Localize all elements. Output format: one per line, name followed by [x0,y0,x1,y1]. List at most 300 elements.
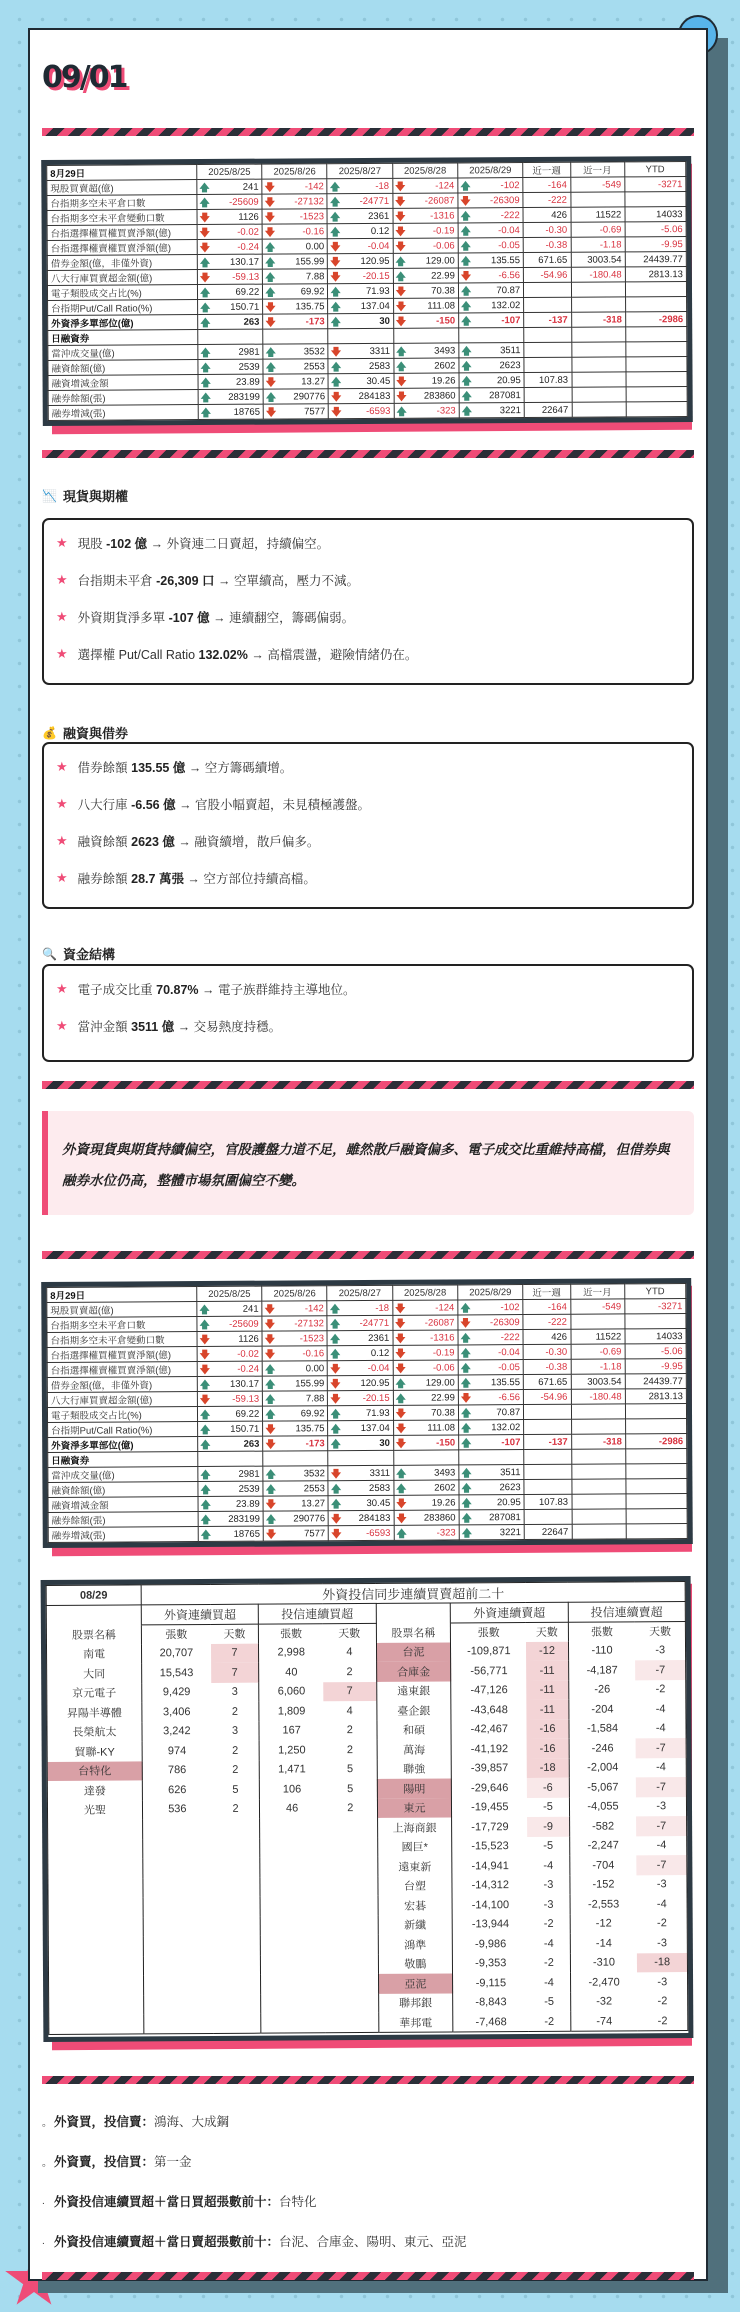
summary-cell [571,327,625,342]
arrow-down-icon: 🡇 [460,1318,471,1330]
value-cell: 🡅 -323 [394,403,459,418]
value-cell: 🡅 132.02 [458,298,523,313]
days-cell: 2 [324,1740,377,1760]
value-cell: 🡅 287081 [459,388,524,403]
summary-cell [571,1464,625,1479]
table-corner: 8月29日 [47,1287,197,1303]
value-cell: 🡅 22.99 [393,268,458,283]
value-cell: 🡅 71.93 [328,283,393,298]
value-cell: 🡅 -25609 [197,1316,262,1331]
arrow-up-icon: 🡅 [265,392,277,404]
star-icon: ★ [56,796,68,811]
row-label: 台指期Put/Call Ratio(%) [48,1422,198,1438]
summary-cell [625,327,686,342]
arrow-down-icon: 🡇 [331,1529,342,1541]
arrow-down-icon: 🡇 [265,302,276,314]
summary-cell: 3003.54 [571,1374,625,1389]
summary-cell: 14033 [625,1329,686,1344]
value-cell: 🡅 2361 [327,208,392,223]
group-header: 外資連續買超 [141,1604,258,1624]
summary-cell [625,1449,686,1464]
arrow-down-icon: 🡇 [395,181,406,193]
summary-cell: -180.48 [571,267,625,282]
sync-ranking-table-wrap [42,1578,692,2040]
row-label: 融券餘額(張) [48,1512,198,1528]
summary-cell: 107.83 [524,372,571,387]
value-cell: 🡇 -26087 [393,193,458,208]
summary-cell: -549 [570,1299,624,1314]
row-label: 現股買賣超(億) [47,1302,197,1318]
arrow-up-icon: 🡅 [199,1319,210,1332]
value-cell [459,328,524,343]
summary-cell: 14033 [625,207,686,222]
arrow-up-icon: 🡅 [395,271,406,283]
summary-cell: 11522 [570,1329,624,1344]
arrow-up-icon: 🡅 [329,1334,341,1346]
value-cell: 🡇 120.95 [328,1375,393,1390]
qty-cell: -246 [591,1742,614,1755]
col-header: 股票名稱 [376,1622,451,1642]
value-cell: 🡇 -6593 [329,1525,394,1540]
qty-cell: -2,470 [588,1976,620,1989]
value-cell: 🡅 -0.04 [458,223,523,238]
value-cell: 🡅 20.95 [459,1495,524,1510]
stripe-divider [42,128,694,136]
qty-cell: -56,771 [470,1664,508,1678]
stock-name: 貿聯-KY [47,1741,142,1761]
days-cell: -2 [636,1680,686,1700]
arrow-up-icon: 🡅 [395,1393,406,1405]
arrow-up-icon: 🡅 [461,406,472,418]
stock-name: 聯邦銀 [378,1993,453,2013]
value-cell: 🡇 -6.56 [458,1390,523,1405]
value-cell: 🡇 -1316 [393,208,458,223]
summary-cell: -137 [524,1434,571,1449]
star-icon: ★ [56,1018,68,1033]
group-header: 投信連續買超 [259,1603,376,1623]
summary-cell [572,1494,626,1509]
arrow-up-icon: 🡅 [265,1469,276,1481]
summary-cell: -222 [523,192,570,207]
summary-cell [524,282,571,297]
summary-cell: 2813.13 [625,267,686,282]
qty-cell: 2,998 [277,1646,306,1659]
qty-cell: 626 [168,1783,187,1796]
qty-cell: -14,941 [471,1859,509,1873]
days-cell: -6 [527,1778,569,1798]
value-cell [198,1451,263,1466]
value-cell: 🡅 23.89 [198,374,263,389]
summary-cell [625,192,686,207]
qty-cell: -41,192 [470,1742,509,1756]
value-cell: 🡅 2623 [459,358,524,373]
arrow-up-icon: 🡅 [265,1484,277,1496]
qty-cell: -15,523 [471,1840,509,1853]
value-cell: 🡅 0.00 [262,239,327,254]
arrow-up-icon: 🡅 [330,227,341,239]
spot-options-box [42,518,694,685]
summary-cell: -549 [570,177,624,192]
value-cell: 🡅 137.04 [328,1420,393,1435]
arrow-up-icon: 🡅 [265,347,276,359]
value-cell: 🡅 287081 [459,1510,524,1525]
value-cell: 🡇 -1523 [262,209,327,224]
arrow-up-icon: 🡅 [200,362,211,375]
row-label: 八大行庫買賣超金額(億) [47,270,197,286]
row-label: 現股買賣超(億) [47,180,197,196]
summary-cell [524,327,571,342]
summary-cell: -2986 [625,1434,686,1449]
summary-cell [626,402,687,417]
stock-name: 南電 [46,1644,141,1664]
value-cell: 🡅 -0.05 [458,1360,523,1375]
row-label: 融券增減(張) [48,1527,198,1543]
qty-cell: 167 [282,1724,301,1737]
summary-cell [626,342,687,357]
summary-cell: 22647 [524,402,571,417]
arrow-up-icon: 🡅 [265,1514,277,1526]
arrow-up-icon: 🡅 [461,1528,472,1540]
arrow-down-icon: 🡇 [395,1408,407,1420]
arrow-up-icon: 🡅 [396,346,407,358]
stock-name: 國巨* [377,1837,452,1857]
arrow-down-icon: 🡇 [395,301,407,313]
value-cell: 🡅 20.95 [459,373,524,388]
arrow-up-icon: 🡅 [330,1484,342,1496]
value-cell [393,1450,458,1465]
summary-cell: -180.48 [571,1389,625,1404]
arrow-up-icon: 🡅 [200,392,211,405]
value-cell: 🡇 7577 [263,1526,328,1541]
row-label: 日融資券 [48,330,198,346]
value-cell [328,1450,393,1465]
days-cell: 7 [211,1643,259,1663]
value-cell: 🡅 69.22 [197,284,262,299]
qty-cell: -582 [592,1820,615,1833]
days-cell: 4 [323,1701,376,1721]
arrow-up-icon: 🡅 [460,241,471,253]
summary-cell [524,1464,571,1479]
arrow-up-icon: 🡅 [199,1409,211,1422]
arrow-up-icon: 🡅 [199,197,210,210]
days-cell: -7 [636,1660,686,1680]
summary-cell: -5.06 [625,1344,686,1359]
arrow-down-icon: 🡇 [395,1438,407,1450]
stock-name: 陽明 [377,1778,452,1798]
days-cell: -4 [636,1758,686,1778]
arrow-down-icon: 🡇 [330,257,341,269]
arrow-down-icon: 🡇 [265,377,277,389]
arrow-down-icon: 🡇 [264,227,276,239]
arrow-down-icon: 🡇 [199,272,211,285]
days-cell: -16 [527,1719,569,1739]
summary-cell [570,1314,624,1329]
arrow-up-icon: 🡅 [395,1378,406,1390]
arrow-up-icon: 🡅 [330,1409,341,1421]
summary-cell [572,402,626,417]
arrow-down-icon: 🡇 [395,1423,407,1435]
summary-cell: -54.96 [524,1389,571,1404]
arrow-up-icon: 🡅 [200,302,211,315]
value-cell: 🡅 23.89 [198,1496,263,1511]
arrow-up-icon: 🡅 [265,287,276,299]
stripe-divider [42,2076,694,2084]
column-header: 2025/8/25 [197,164,262,179]
section-heading-margin-lending: 💰 融資與借券 [42,725,128,742]
value-cell: 🡅 0.00 [262,1361,327,1376]
row-label: 融資增減金額 [48,1497,198,1513]
qty-cell: -152 [592,1878,615,1891]
qty-cell: -14 [595,1937,612,1950]
analysis-item: ★ 外資期貨淨多單 -107 億 → 連續翻空，籌碼偏弱。 [56,609,355,625]
value-cell: 🡇 -0.19 [393,223,458,238]
col-header: 天數 [635,1621,685,1641]
arrow-up-icon: 🡅 [200,1484,211,1497]
table-row [48,402,687,421]
value-cell: 🡅 137.04 [328,298,393,313]
qty-cell: -9,986 [474,1937,507,1951]
value-cell: 🡅 -102 [458,1300,523,1315]
arrow-down-icon: 🡇 [460,196,471,208]
summary-cell [571,282,625,297]
summary-cell [570,192,624,207]
arrow-up-icon: 🡅 [265,362,277,374]
summary-cell [524,357,571,372]
days-cell: -7 [636,1777,686,1797]
arrow-up-icon: 🡅 [330,1424,341,1436]
summary-item: . 外資投信連續買超＋當日買超張數前十： 台特化 [42,2195,317,2209]
fund-structure-box [42,964,694,1062]
days-cell: -4 [637,1894,687,1914]
summary-cell [626,1509,687,1524]
row-label: 電子類股成交占比(%) [47,285,197,301]
days-cell: -4 [528,1934,570,1954]
arrow-up-icon: 🡅 [265,1379,276,1391]
stock-name: 鴻準 [378,1934,453,1954]
days-cell: -18 [637,1953,687,1973]
arrow-down-icon: 🡇 [264,1319,276,1331]
arrow-up-icon: 🡅 [330,362,342,374]
conclusion-quote: 外資現貨與期貨持續偏空，官股護盤力道不足，雖然散戶融資偏多、電子成交比重維持高檔，但借券與融券水位仍高，整體市場氛圍偏空不變。 [42,1111,694,1215]
arrow-down-icon: 🡇 [395,1363,406,1375]
value-cell: 🡇 1126 [197,1331,262,1346]
row-label: 八大行庫買賣超金額(億) [47,1392,197,1408]
summary-cell [572,387,626,402]
days-cell: -9 [527,1817,569,1837]
value-cell: 🡅 30.45 [328,373,393,388]
value-cell: 🡅 -222 [458,1330,523,1345]
days-cell: -7 [636,1816,686,1836]
value-cell: 🡅 7.88 [263,269,328,284]
summary-cell: -0.38 [523,237,570,252]
summary-cell: -3271 [625,177,686,192]
column-header: 2025/8/25 [197,1286,262,1301]
days-cell: -4 [528,1856,570,1876]
days-cell: -2 [528,1953,570,1973]
value-cell: 🡅 -0.04 [458,1345,523,1360]
qty-cell: -9,353 [475,1957,507,1970]
value-cell: 🡅 2539 [198,359,263,374]
row-label: 台指期多空未平倉口數 [47,195,197,211]
stock-name: 大同 [47,1663,142,1683]
days-cell: 2 [211,1741,259,1761]
arrow-up-icon: 🡅 [460,181,471,193]
days-cell: -4 [637,1836,687,1856]
summary-cell [626,1524,687,1539]
row-label: 台指期多空未平倉口數 [47,1317,197,1333]
value-cell: 🡇 -0.04 [328,1360,393,1375]
summary-cell: -0.69 [571,1344,625,1359]
value-cell: 🡇 -150 [393,313,458,328]
arrow-down-icon: 🡇 [199,1349,210,1362]
summary-cell: -164 [523,177,570,192]
days-cell: 7 [211,1663,259,1683]
arrow-up-icon: 🡅 [461,1513,472,1525]
value-cell: 🡅 18765 [198,404,263,419]
arrow-up-icon: 🡅 [200,377,211,390]
section-heading-fund-structure: 🔍 資金結構 [42,946,115,963]
arrow-down-icon: 🡇 [395,241,406,253]
qty-cell: 20,707 [159,1647,194,1660]
arrow-down-icon: 🡇 [331,392,342,404]
value-cell: 🡅 22.99 [393,1390,458,1405]
table-corner: 8月29日 [47,165,197,181]
value-cell: 🡅 18765 [198,1526,263,1541]
summary-cell: -1.18 [571,1359,625,1374]
institutional-data-table-2 [42,1280,692,1546]
value-cell: 🡅 135.55 [458,1375,523,1390]
arrow-down-icon: 🡇 [264,197,276,209]
summary-cell: 3003.54 [571,252,625,267]
arrow-up-icon: 🡅 [330,287,341,299]
arrow-up-icon: 🡅 [200,1439,211,1452]
stock-name: 台泥 [376,1642,451,1662]
value-cell: 🡅 -107 [459,1435,524,1450]
col-header: 天數 [526,1622,568,1642]
qty-cell: 106 [282,1783,302,1796]
value-cell: 🡅 283199 [198,1511,263,1526]
arrow-up-icon: 🡅 [199,287,211,300]
value-cell: 🡇 -6593 [329,403,394,418]
days-cell: -3 [528,1895,570,1915]
days-cell: -2 [638,1992,688,2012]
days-cell: -4 [636,1699,686,1719]
row-label: 借券金額(億，非僅外資) [47,1377,197,1393]
value-cell: 🡅 0.12 [328,1345,393,1360]
summary-cell [572,372,626,387]
arrow-up-icon: 🡅 [329,182,341,194]
col-header: 股票名稱 [46,1624,141,1644]
stock-name: 上海商銀 [377,1817,452,1837]
value-cell: 🡇 -0.16 [262,1346,327,1361]
arrow-down-icon: 🡇 [264,182,275,194]
summary-cell: 22647 [524,1524,571,1539]
column-header: 2025/8/28 [392,1285,457,1300]
value-cell: 🡅 129.00 [393,253,458,268]
arrow-up-icon: 🡅 [329,197,341,209]
arrow-up-icon: 🡅 [395,256,406,268]
qty-cell: -2,004 [587,1761,619,1774]
value-cell: 🡇 283860 [394,388,459,403]
arrow-up-icon: 🡅 [199,1379,211,1392]
col-header: 張數 [280,1628,303,1641]
summary-cell: -318 [571,312,625,327]
value-cell: 🡇 13.27 [263,374,328,389]
row-label: 電子類股成交占比(%) [47,1407,197,1423]
arrow-up-icon: 🡅 [265,272,276,284]
value-cell: 🡇 7577 [263,404,328,419]
days-cell: 2 [323,1662,376,1682]
summary-cell [572,1509,626,1524]
value-cell: 🡇 -173 [263,314,328,329]
arrow-up-icon: 🡅 [200,1514,211,1527]
value-cell: 🡇 -26309 [458,1315,523,1330]
money-bag-icon: 💰 [42,725,57,740]
qty-cell: -74 [596,2015,613,2028]
stock-name: 台塑 [378,1876,453,1896]
arrow-down-icon: 🡇 [395,286,407,298]
value-cell: 🡅 -18 [327,1300,392,1315]
value-cell: 🡇 13.27 [263,1496,328,1511]
qty-cell: -2,553 [587,1898,620,1911]
qty-cell: 536 [168,1803,187,1816]
qty-cell: -109,871 [467,1645,511,1658]
summary-cell: 426 [523,1329,570,1344]
value-cell: 🡅 290776 [263,389,328,404]
value-cell: 🡇 -0.24 [197,239,262,254]
arrow-down-icon: 🡇 [331,407,342,419]
row-label: 外資淨多單部位(億) [48,1437,198,1453]
summary-cell: -137 [524,312,571,327]
value-cell: 🡅 2583 [328,1480,393,1495]
column-header: 近一週 [523,162,570,177]
arrow-down-icon: 🡇 [330,1469,342,1481]
arrow-up-icon: 🡅 [396,406,407,418]
qty-cell: 40 [285,1666,298,1679]
summary-cell [571,1419,625,1434]
fin-table [46,161,688,421]
group-header: 外資連續賣超 [451,1602,568,1622]
summary-cell [571,1404,625,1419]
arrow-up-icon: 🡅 [330,1499,342,1511]
value-cell: 🡇 -0.04 [328,238,393,253]
arrow-up-icon: 🡅 [330,1349,341,1361]
arrow-down-icon: 🡇 [330,1364,341,1376]
arrow-up-icon: 🡅 [330,1439,341,1451]
days-cell: 3 [211,1682,259,1702]
qty-cell: 1,471 [278,1763,306,1776]
col-header: 天數 [211,1624,259,1644]
qty-cell: 1,809 [277,1705,306,1718]
arrow-up-icon: 🡅 [396,1528,407,1540]
value-cell: 🡇 -142 [262,1301,327,1316]
summary-cell: -164 [523,1299,570,1314]
value-cell: 🡅 -24771 [327,193,392,208]
row-label: 台指選擇權賣權買賣淨額(億) [47,1362,197,1378]
stock-name: 京元電子 [47,1683,142,1703]
arrow-down-icon: 🡇 [395,226,406,238]
value-cell: 🡅 3532 [263,1466,328,1481]
summary-cell: -3271 [625,1299,686,1314]
days-cell: -11 [526,1661,568,1681]
column-header: 近一週 [523,1284,570,1299]
arrow-up-icon: 🡅 [200,1469,211,1482]
summary-cell: -318 [571,1434,625,1449]
row-label: 融資增減金額 [48,375,198,391]
stock-name: 達發 [47,1780,142,1800]
value-cell: 🡅 -24771 [327,1315,392,1330]
value-cell: 🡇 -124 [393,178,458,193]
